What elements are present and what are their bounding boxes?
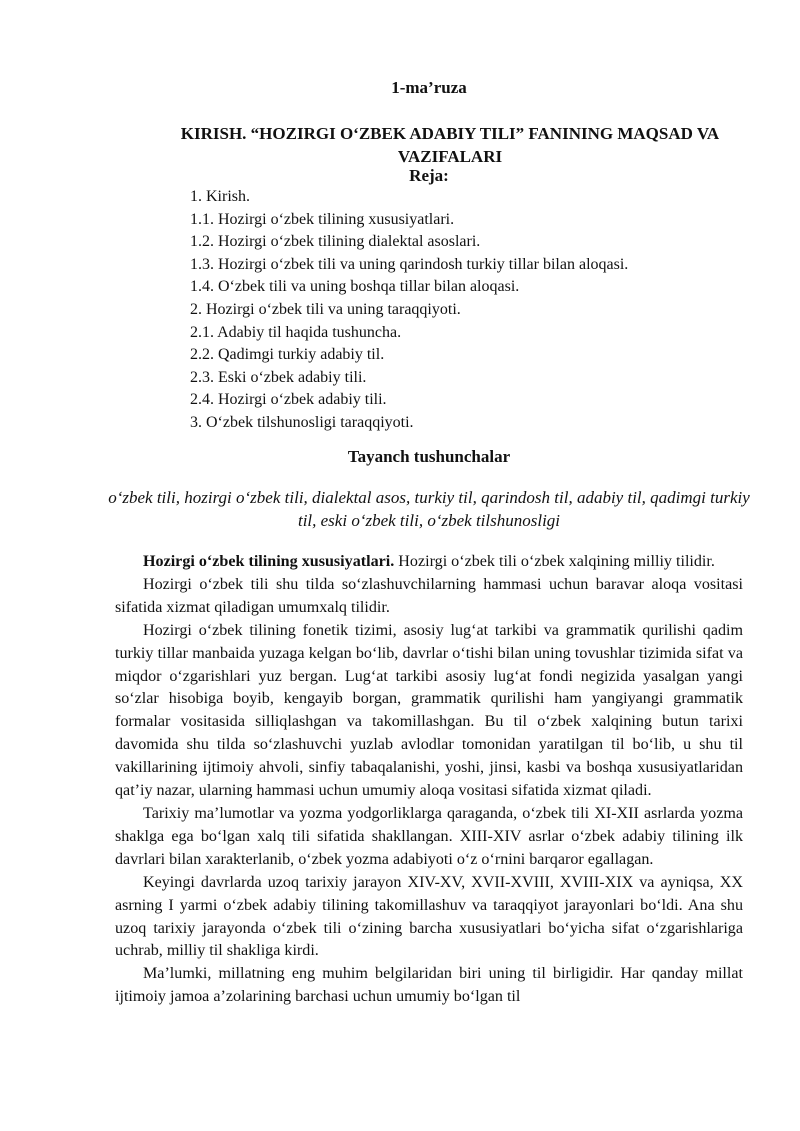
- plan-heading: Reja:: [409, 166, 449, 185]
- key-concepts-heading: Tayanch tushunchalar: [347, 447, 511, 466]
- lecture-title: KIRISH. “HOZIRGI O‘ZBEK ADABIY TILI” FANINING MAQSAD VA VAZIFALARI: [180, 124, 720, 166]
- plan-item: 1.1. Hozirgi o‘zbek tilining xususiyatlari.: [190, 210, 455, 228]
- plan-item: 2.1. Adabiy til haqida tushuncha.: [190, 323, 402, 341]
- key-concepts-terms: o‘zbek tili, hozirgi o‘zbek tili, dialektal asos, turkiy til, qarindosh til, adabiy til, qadimgi turkiy til, eski o‘zbek tili, o‘zbek tilshunosligi: [108, 488, 750, 530]
- plan-item: 1. Kirish.: [190, 188, 250, 205]
- plan-item: 1.3. Hozirgi o‘zbek tili va uning qarindosh turkiy tillar bilan aloqasi.: [190, 255, 629, 273]
- body-paragraph: Hozirgi o‘zbek tilining fonetik tizimi, asosiy lug‘at tarkibi va grammatik qurilishi qadim turkiy tillar manbaida yuzaga kelgan bo‘lib, davrlar o‘tishi bilan uning tovushlar tizimida sifat va miqdor o‘zgarishlari yuz bergan. Lug‘at tarkibi asosiy lug‘at fondi negizida yasalgan yangi so‘zlar hisobiga boyib, kengayib borgan, grammatik qurilishi ham yangiyangi grammatik formalar vositasida silliqlashgan va takomillashgan. Bu til o‘zbek xalqining butun tarixi davomida shu tilda so‘zlashuvchi yuzlab avlodlar tomonidan yaratilgan til bo‘lib, u shu til vakillarining ijtimoiy ahvoli, sinfiy tabaqalanishi, yoshi, jinsi, kasbi va boshqa xususiyatlaridan qat’iy nazar, ularning hammasi uchun umumiy aloqa vositasi sifatida xizmat qiladi.: [115, 621, 743, 800]
- lecture-number: 1-ma’ruza: [391, 78, 467, 97]
- body-paragraph: Tarixiy ma’lumotlar va yozma yodgorliklarga qaraganda, o‘zbek tili XI-XII asrlarda yozma shaklga ega bo‘lgan xalq tili sifatida shakllangan. XIII-XIV asrlar o‘zbek adabiy tilining ilk davrlari bilan xarakterlanib, o‘zbek yozma adabiyoti o‘z o‘rnini barqaror egallagan.: [115, 804, 743, 868]
- section-title: Hozirgi o‘zbek tilining xususiyatlari.: [143, 553, 395, 570]
- paragraph-text: Hozirgi o‘zbek tili o‘zbek xalqining milliy tilidir.: [394, 553, 715, 570]
- body-paragraph: Ma’lumki, millatning eng muhim belgilaridan biri uning til birligidir. Har qanday millat ijtimoiy jamoa a’zolarining barchasi uchun umumiy bo‘lgan til: [115, 965, 743, 1006]
- body-paragraph: Keyingi davrlarda uzoq tarixiy jarayon XIV-XV, XVII-XVIII, XVIII-XIX va ayniqsa, XX asrning I yarmi o‘zbek adabiy tilining takomillashuv va taraqqiyot jarayonlari bo‘ldi. Ana shu uzoq tarixiy jarayonda o‘zbek tili o‘zining barcha xususiyatlari bo‘yicha sifat o‘zgarishlariga uchrab, milliy til shakliga kirdi.: [115, 873, 743, 960]
- body-text: [115, 551, 743, 1009]
- plan-item: 2.2. Qadimgi turkiy adabiy til.: [190, 346, 385, 364]
- plan-list: [190, 186, 628, 435]
- plan-item: 1.4. O‘zbek tili va uning boshqa tillar bilan aloqasi.: [190, 278, 520, 296]
- body-paragraph: [115, 551, 743, 574]
- plan-item: 2. Hozirgi o‘zbek tili va uning taraqqiyoti.: [190, 300, 461, 318]
- plan-item: 3. O‘zbek tilshunosligi taraqqiyoti.: [190, 413, 414, 431]
- plan-item: 2.3. Eski o‘zbek adabiy tili.: [190, 368, 367, 386]
- plan-item: 2.4. Hozirgi o‘zbek adabiy tili.: [190, 391, 387, 409]
- plan-item: 1.2. Hozirgi o‘zbek tilining dialektal asoslari.: [190, 233, 481, 251]
- body-paragraph: Hozirgi o‘zbek tili shu tilda so‘zlashuvchilarning hammasi uchun baravar aloqa vositasi sifatida xizmat qiladigan umumxalq tilidir.: [115, 575, 743, 616]
